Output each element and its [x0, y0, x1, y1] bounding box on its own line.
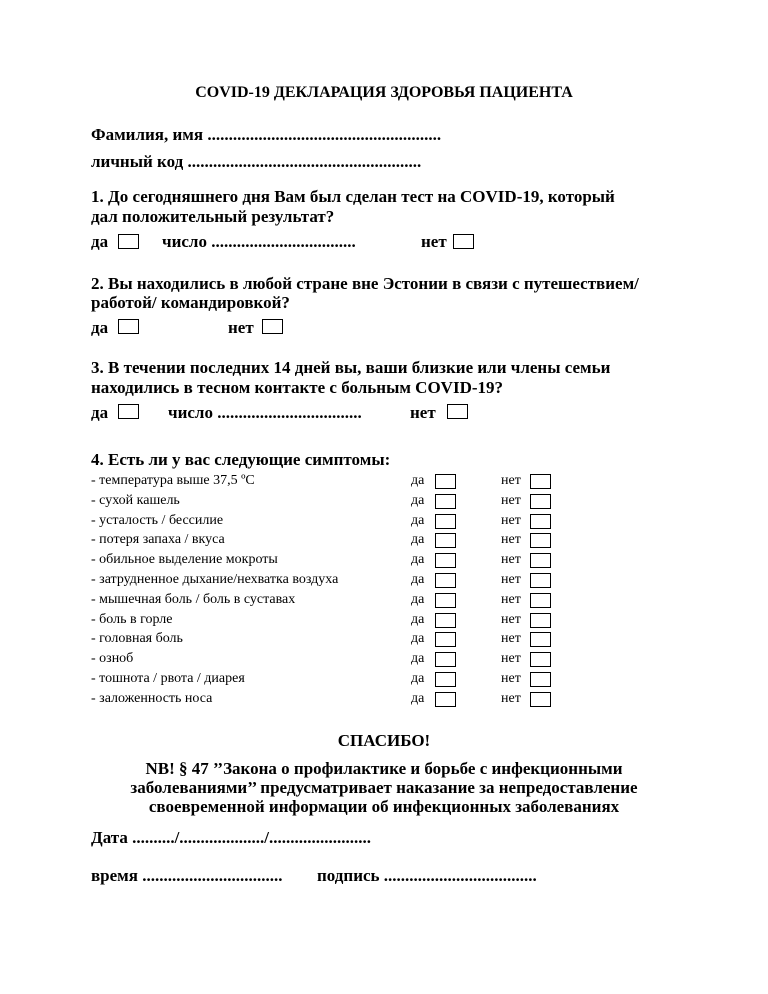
symptom-label: - тошнота / рвота / диарея — [91, 671, 245, 686]
symptom-no-checkbox[interactable] — [530, 573, 551, 588]
symptom-yes-label: да — [411, 651, 425, 666]
symptom-no-checkbox[interactable] — [530, 494, 551, 509]
symptom-yes-label: да — [411, 612, 425, 627]
symptom-label: - температура выше 37,5 ºC — [91, 473, 255, 488]
q3-no-checkbox[interactable] — [447, 404, 468, 419]
symptom-no-label: нет — [501, 631, 521, 646]
symptom-no-label: нет — [501, 572, 521, 587]
q1-no-label: нет — [421, 232, 447, 251]
name-field[interactable]: Фамилия, имя ....................................................... — [91, 125, 442, 144]
q1-yes-label: да — [91, 232, 109, 251]
symptom-no-checkbox[interactable] — [530, 553, 551, 568]
q3-yes-checkbox[interactable] — [118, 404, 139, 419]
q2-no-checkbox[interactable] — [262, 319, 283, 334]
symptom-label: - мышечная боль / боль в суставах — [91, 592, 296, 607]
symptom-label: - усталость / бессилие — [91, 513, 224, 528]
symptom-label: - боль в горле — [91, 612, 173, 627]
nb-line3: своевременной информации об инфекционных заболеваниях — [148, 797, 620, 816]
symptom-no-label: нет — [501, 671, 521, 686]
symptom-yes-checkbox[interactable] — [435, 474, 456, 489]
symptom-no-checkbox[interactable] — [530, 514, 551, 529]
symptom-yes-checkbox[interactable] — [435, 672, 456, 687]
symptom-no-label: нет — [501, 612, 521, 627]
symptom-yes-label: да — [411, 671, 425, 686]
symptom-yes-label: да — [411, 631, 425, 646]
symptom-no-label: нет — [501, 532, 521, 547]
symptom-yes-checkbox[interactable] — [435, 652, 456, 667]
symptom-no-label: нет — [501, 552, 521, 567]
q2-yes-checkbox[interactable] — [118, 319, 139, 334]
symptom-no-label: нет — [501, 493, 521, 508]
symptom-yes-checkbox[interactable] — [435, 632, 456, 647]
nb-line2: заболеваниями’’ предусматривает наказание за непредоставление — [130, 778, 638, 797]
page-title: COVID-19 ДЕКЛАРАЦИЯ ЗДОРОВЬЯ ПАЦИЕНТА — [195, 84, 573, 101]
symptom-yes-checkbox[interactable] — [435, 553, 456, 568]
symptom-yes-label: да — [411, 592, 425, 607]
q3-text-line2: находились в тесном контакте с больным COVID-19? — [91, 378, 504, 397]
q1-yes-checkbox[interactable] — [118, 234, 139, 249]
symptom-yes-checkbox[interactable] — [435, 533, 456, 548]
q3-text-line1: 3. В течении последних 14 дней вы, ваши близкие или члены семьи — [91, 358, 611, 377]
q1-text-line1: 1. До сегодняшнего дня Вам был сделан тест на COVID-19, который — [91, 187, 615, 206]
personal-code-field[interactable]: личный код ....................................................... — [91, 152, 422, 171]
symptom-no-label: нет — [501, 473, 521, 488]
q2-no-label: нет — [228, 318, 254, 337]
q3-yes-label: да — [91, 403, 109, 422]
symptom-label: - затрудненное дыхание/нехватка воздуха — [91, 572, 339, 587]
time-field[interactable]: время ................................. — [91, 866, 283, 885]
symptom-yes-label: да — [411, 691, 425, 706]
symptom-yes-label: да — [411, 473, 425, 488]
symptom-label: - обильное выделение мокроты — [91, 552, 278, 567]
q3-no-label: нет — [410, 403, 436, 422]
symptom-no-label: нет — [501, 513, 521, 528]
symptom-yes-checkbox[interactable] — [435, 593, 456, 608]
symptom-label: - заложенность носа — [91, 691, 213, 706]
symptom-label: - головная боль — [91, 631, 183, 646]
symptom-yes-label: да — [411, 493, 425, 508]
symptom-yes-label: да — [411, 513, 425, 528]
symptom-yes-checkbox[interactable] — [435, 514, 456, 529]
symptom-yes-checkbox[interactable] — [435, 613, 456, 628]
symptom-no-label: нет — [501, 691, 521, 706]
symptom-no-checkbox[interactable] — [530, 474, 551, 489]
q1-text-line2: дал положительный результат? — [91, 207, 335, 226]
symptom-yes-checkbox[interactable] — [435, 573, 456, 588]
symptom-yes-label: да — [411, 552, 425, 567]
symptom-label: - сухой кашель — [91, 493, 180, 508]
q2-yes-label: да — [91, 318, 109, 337]
q1-no-checkbox[interactable] — [453, 234, 474, 249]
symptom-no-checkbox[interactable] — [530, 613, 551, 628]
symptom-yes-label: да — [411, 572, 425, 587]
q2-text-line1: 2. Вы находились в любой стране вне Эстонии в связи с путешествием/ — [91, 274, 639, 293]
signature-field[interactable]: подпись .................................... — [317, 866, 537, 885]
q3-date-field[interactable]: число .................................. — [168, 403, 362, 422]
symptom-yes-label: да — [411, 532, 425, 547]
q4-heading: 4. Есть ли у вас следующие симптомы: — [91, 450, 391, 469]
q1-date-field[interactable]: число .................................. — [162, 232, 356, 251]
symptom-no-checkbox[interactable] — [530, 692, 551, 707]
symptom-no-checkbox[interactable] — [530, 672, 551, 687]
date-field[interactable]: Дата ........../..................../........................ — [91, 828, 372, 847]
symptom-yes-checkbox[interactable] — [435, 494, 456, 509]
q2-text-line2: работой/ командировкой? — [91, 293, 290, 312]
thanks-text: СПАСИБО! — [337, 731, 431, 750]
symptom-no-checkbox[interactable] — [530, 593, 551, 608]
symptom-yes-checkbox[interactable] — [435, 692, 456, 707]
symptom-no-checkbox[interactable] — [530, 533, 551, 548]
symptom-no-checkbox[interactable] — [530, 632, 551, 647]
symptom-label: - озноб — [91, 651, 134, 666]
symptom-no-label: нет — [501, 651, 521, 666]
symptom-no-label: нет — [501, 592, 521, 607]
symptom-no-checkbox[interactable] — [530, 652, 551, 667]
symptom-label: - потеря запаха / вкуса — [91, 532, 225, 547]
nb-line1: NB! § 47 ’’Закона о профилактике и борьбе с инфекционными — [145, 759, 623, 778]
